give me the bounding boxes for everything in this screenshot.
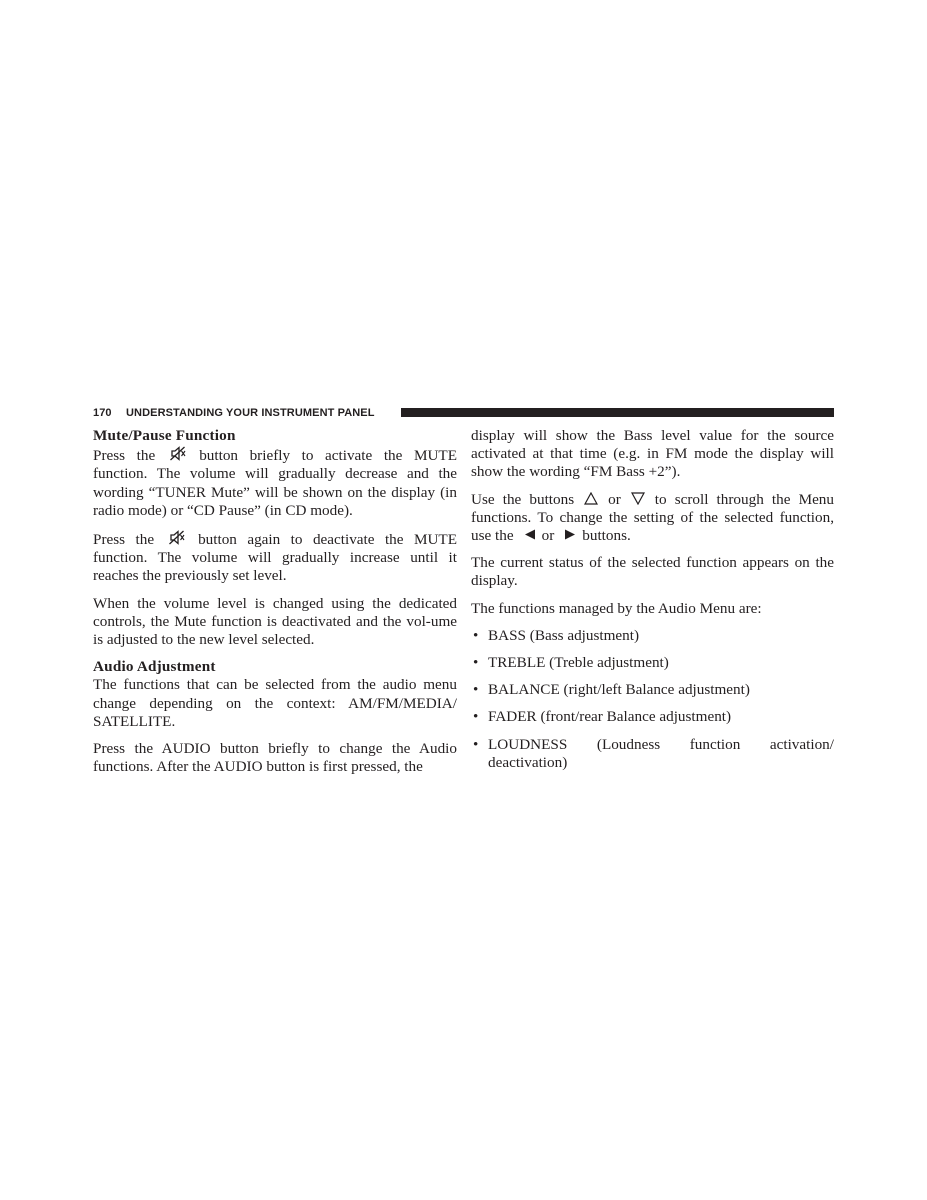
scroll-p-end: buttons.	[582, 527, 631, 545]
arrow-left-icon	[524, 529, 536, 540]
mute-paragraph-2	[93, 529, 457, 586]
list-item-text: LOUDNESS (Loudness function activation/ deactivation)	[488, 735, 834, 771]
list-item	[471, 681, 834, 699]
triangle-up-icon	[584, 492, 598, 505]
mute-speaker-icon	[169, 446, 187, 461]
mute-speaker-icon	[168, 530, 186, 545]
mute-paragraph-3: When the volume level is changed using the dedicated controls, the Mute function is deactivated and the vol-ume is adjusted to the new level selected.	[93, 594, 457, 649]
bullet-dot: •	[473, 735, 479, 753]
arrow-right-icon	[564, 529, 576, 540]
bullet-dot: •	[473, 681, 479, 699]
bullet-dot: •	[473, 654, 479, 672]
audio-paragraph-2: Press the AUDIO button briefly to change the Audio functions. After the AUDIO button is first pressed, the	[93, 740, 457, 776]
mute-p2-lead: Press the	[93, 531, 155, 549]
list-item-text: BALANCE (right/left Balance adjustment)	[488, 681, 750, 699]
right-column	[471, 427, 834, 781]
page-header	[93, 405, 834, 421]
scroll-or-2: or	[541, 527, 555, 545]
list-item	[471, 654, 834, 672]
scroll-buttons-paragraph	[471, 491, 834, 546]
list-item-text: TREBLE (Treble adjustment)	[488, 654, 669, 672]
section-title: UNDERSTANDING YOUR INSTRUMENT PANEL	[126, 407, 375, 419]
list-item-text: FADER (front/rear Balance adjustment)	[488, 708, 732, 726]
mute-paragraph-1	[93, 445, 457, 520]
scroll-p-body: to scroll through the Menu functions. To change the setting of the selected function, use the	[471, 490, 834, 545]
functions-intro-paragraph: The functions managed by the Audio Menu are:	[471, 599, 762, 617]
page-number: 170	[93, 407, 112, 419]
bass-display-paragraph: display will show the Bass level value for the source activated at that time (e.g. in FM mode the display will show the wording “FM Bass +2”).	[471, 427, 834, 481]
scroll-p-lead: Use the buttons	[471, 490, 575, 508]
mute-p1-body: button briefly to activate the MUTE function. The volume will gradually decrease and the wording “TUNER Mute” will be shown on the display (in radio mode) or “CD Pause” (in CD mode).	[93, 447, 457, 519]
bullet-dot: •	[473, 626, 479, 644]
mute-p2-body: button again to deactivate the MUTE function. The volume will gradually increase until it reaches the previously set level.	[93, 531, 457, 585]
list-item	[471, 708, 834, 726]
mute-pause-heading: Mute/Pause Function	[93, 427, 236, 444]
scroll-or-1: or	[608, 490, 621, 508]
current-status-paragraph: The current status of the selected function appears on the display.	[471, 554, 834, 590]
triangle-down-icon	[631, 492, 645, 505]
bullet-dot: •	[473, 708, 479, 726]
audio-functions-list	[471, 627, 834, 772]
audio-adjustment-heading: Audio Adjustment	[93, 658, 216, 676]
list-item	[471, 736, 834, 772]
list-item	[471, 627, 834, 645]
left-column	[93, 427, 457, 785]
list-item-text: BASS (Bass adjustment)	[488, 626, 640, 644]
header-rule	[401, 408, 834, 417]
audio-paragraph-1: The functions that can be selected from the audio menu change depending on the context: AM/FM/MEDIA/ SATELLITE.	[93, 676, 457, 730]
mute-p1-lead: Press the	[93, 447, 156, 465]
